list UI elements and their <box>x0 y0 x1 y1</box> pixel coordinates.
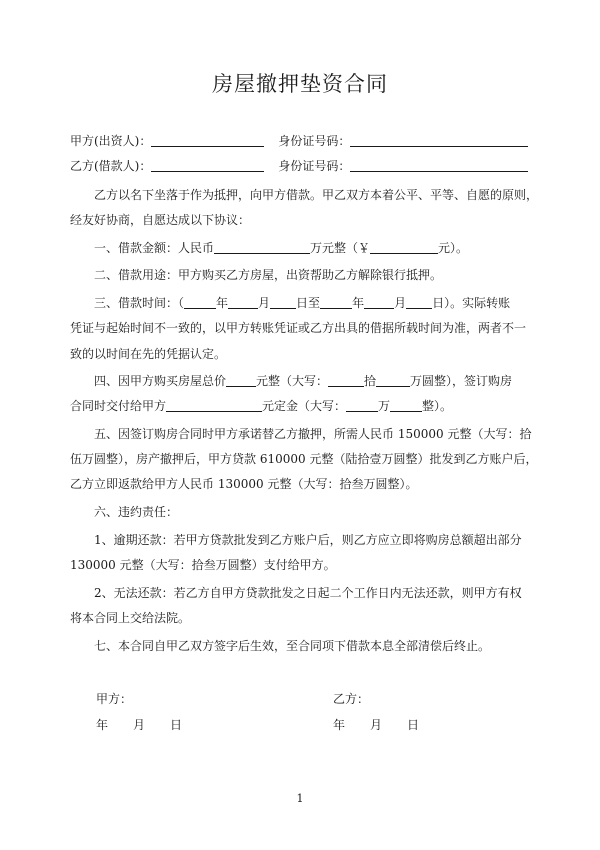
sig-a-day: 日 <box>170 718 183 732</box>
deposit-blank <box>166 399 262 412</box>
clause-5-line-2: 伍万圆整），房产撤押后，甲方贷款 610000 元整（陆拾壹万圆整）批发到乙方账户后， <box>70 452 538 466</box>
end-day-blank <box>406 296 432 309</box>
clause-1-text-a: 一、借款金额：人民币 <box>94 241 215 255</box>
sig-a-month: 月 <box>133 718 146 732</box>
clause-3-year: 年 <box>216 296 229 310</box>
party-b-row <box>70 158 528 174</box>
document-title: 房屋撤押垫资合同 <box>212 72 388 96</box>
start-day-blank <box>270 296 296 309</box>
clause-4-text-b: 元整（大写： <box>256 374 329 388</box>
clause-3-text-a: 三、借款时间：（ <box>94 296 185 310</box>
clause-6-item-2-line-2: 将本合同上交给法院。 <box>70 611 191 625</box>
clause-3-day-end: 日）。实际转账 <box>432 296 511 310</box>
signature-party-b-label: 乙方： <box>333 692 370 706</box>
clause-6-item-1-line-1: 1、逾期还款：若甲方贷款批发到乙方账户后，则乙方应立即将购房总额超出部分 <box>94 533 522 547</box>
party-a-row <box>70 133 528 149</box>
clause-4-text-c: 拾 <box>364 374 377 388</box>
clause-4-text-a: 四、因甲方购买房屋总价 <box>94 374 227 388</box>
clause-7: 七、本合同自甲乙双方签字后生效，至合同项下借款本息全部清偿后终止。 <box>94 639 491 653</box>
loan-amount-blank <box>214 241 310 254</box>
clause-3-line-2: 凭证与起始时间不一致的，以甲方转账凭证或乙方出具的借据所载时间为准，两者不一 <box>70 321 527 335</box>
clause-3-month: 月 <box>258 296 271 310</box>
clause-4-line-2 <box>70 398 452 414</box>
party-a-id-label: 身份证号码： <box>278 134 351 148</box>
signature-party-a-label: 甲方： <box>96 692 133 706</box>
end-month-blank <box>364 296 394 309</box>
sig-a-year: 年 <box>96 718 109 732</box>
party-b-id-label: 身份证号码： <box>278 159 351 173</box>
party-b-name-blank <box>151 159 264 172</box>
start-month-blank <box>228 296 258 309</box>
clause-4-text-d: 万圆整），签订购房 <box>410 374 513 388</box>
sig-b-month: 月 <box>370 718 383 732</box>
sig-b-year: 年 <box>333 718 346 732</box>
clause-3-year-2: 年 <box>352 296 365 310</box>
clause-4-text-2c: 万 <box>378 399 391 413</box>
end-year-blank <box>320 296 352 309</box>
clause-6-item-2-line-1: 2、无法还款：若乙方自甲方贷款批发之日起二个工作日内无法还款，则甲方有权 <box>94 586 522 600</box>
signature-party-a-date <box>96 716 182 733</box>
loan-amount-figure-blank <box>370 241 438 254</box>
clause-3-month-2: 月 <box>394 296 407 310</box>
clause-3-line-3: 致的以时间在先的凭据认定。 <box>70 347 227 361</box>
clause-6-heading: 六、违约责任： <box>94 505 179 519</box>
party-a-id-blank <box>350 134 528 147</box>
total-price-blank <box>226 374 256 387</box>
start-year-blank <box>184 296 216 309</box>
clause-3-day-to: 日至 <box>296 296 321 310</box>
intro-line-2: 经友好协商，自愿达成以下协议： <box>70 213 251 227</box>
deposit-rest-blank <box>390 399 422 412</box>
intro-line-1: 乙方以名下坐落于作为抵押，向甲方借款。甲乙双方本着公平、平等、自愿的原则， <box>94 188 539 202</box>
clause-5-line-3: 乙方立即返款给甲方人民币 130000 元整（大写：拾叁万圆整）。 <box>70 477 418 491</box>
signature-party-b-date <box>333 716 419 733</box>
total-price-tens-blank <box>328 374 364 387</box>
total-price-wan-blank <box>376 374 410 387</box>
party-b-label: 乙方(借款人)： <box>70 159 152 173</box>
deposit-wan-blank <box>346 399 378 412</box>
clause-5-line-1: 五、因签订购房合同时甲方承诺替乙方撤押，所需人民币 150000 元整（大写：拾 <box>94 427 532 441</box>
clause-4-text-2a: 合同时交付给甲方 <box>70 399 167 413</box>
sig-b-day: 日 <box>407 718 420 732</box>
clause-4-line-1 <box>94 373 512 389</box>
clause-2: 二、借款用途：甲方购买乙方房屋，出资帮助乙方解除银行抵押。 <box>94 268 443 282</box>
clause-1-text-b: 万元整（￥ <box>310 241 371 255</box>
clause-4-text-2b: 元定金（大写： <box>262 399 347 413</box>
clause-3-line-1 <box>94 295 510 311</box>
party-a-label: 甲方(出资人)： <box>70 134 152 148</box>
party-a-name-blank <box>151 134 264 147</box>
party-b-id-blank <box>350 159 528 172</box>
clause-4-text-2d: 整）。 <box>422 399 453 413</box>
clause-6-item-1-line-2: 130000 元整（大写：拾叁万圆整）支付给甲方。 <box>70 558 336 572</box>
page-number: 1 <box>296 792 304 805</box>
clause-1-text-c: 元）。 <box>438 241 469 255</box>
clause-1 <box>94 240 468 256</box>
